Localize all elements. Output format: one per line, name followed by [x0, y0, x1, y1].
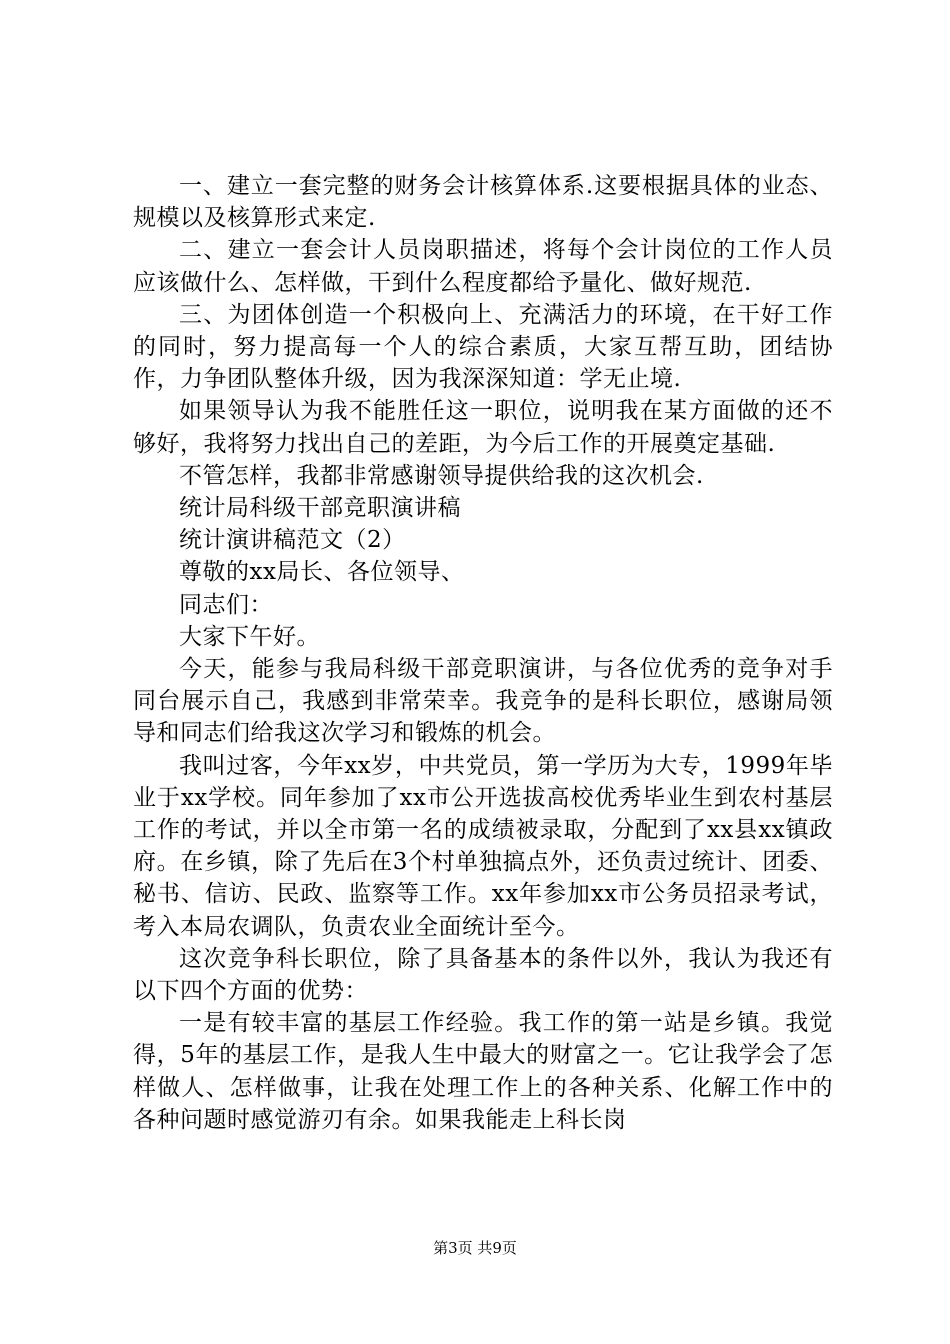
paragraph-3: 三、为团体创造一个积极向上、充满活力的环境，在干好工作的同时，努力提高每一个人的综合素质，大家互帮互助，团结协作，力争团队整体升级，因为我深深知道：学无止境.	[133, 301, 833, 393]
paragraph-5: 不管怎样，我都非常感谢领导提供给我的这次机会.	[179, 462, 704, 489]
paragraph-9-salutation: 同志们：	[179, 591, 273, 618]
paragraph-11: 今天，能参与我局科级干部竞职演讲，与各位优秀的竞争对手同台展示自己，我感到非常荣幸。我竞争的是科长职位，感谢局领导和同志们给我这次学习和锻炼的机会。	[133, 656, 833, 747]
paragraph-13: 这次竞争科长职位，除了具备基本的条件以外，我认为我还有以下四个方面的优势：	[133, 945, 833, 1005]
paragraph-7-subheading: 统计演讲稿范文（2）	[179, 527, 406, 554]
paragraph-14: 一是有较丰富的基层工作经验。我工作的第一站是乡镇。我觉得，5年的基层工作，是我人生中最大的财富之一。它让我学会了怎样做人、怎样做事，让我在处理工作上的各种关系、化解工作中的各种问题时感觉游刃有余。如果我能走上科长岗	[133, 1010, 833, 1133]
page-number-footer: 第3页 共9页	[433, 1239, 517, 1257]
document-body	[133, 170, 833, 1136]
paragraph-8-salutation: 尊敬的xx局长、各位领导、	[179, 559, 465, 586]
paragraph-6-heading: 统计局科级干部竞职演讲稿	[179, 495, 461, 522]
paragraph-2: 二、建立一套会计人员岗职描述，将每个会计岗位的工作人员应该做什么、怎样做，干到什么程度都给予量化、做好规范.	[133, 237, 833, 296]
paragraph-4: 如果领导认为我不能胜任这一职位，说明我在某方面做的还不够好，我将努力找出自己的差距，为今后工作的开展奠定基础.	[133, 398, 833, 457]
paragraph-12: 我叫过客，今年xx岁，中共党员，第一学历为大专，1999年毕业于xx学校。同年参加了xx市公开选拔高校优秀毕业生到农村基层工作的考试，并以全市第一名的成绩被录取，分配到了xx县xx镇政府。在乡镇，除了先后在3个村单独搞点外，还负责过统计、团委、秘书、信访、民政、监察等工作。xx年参加xx市公务员招录考试，考入本局农调队，负责农业全面统计至今。	[133, 752, 833, 940]
paragraph-10-greeting: 大家下午好。	[179, 623, 320, 650]
paragraph-1: 一、建立一套完整的财务会计核算体系.这要根据具体的业态、规模以及核算形式来定.	[133, 173, 833, 232]
